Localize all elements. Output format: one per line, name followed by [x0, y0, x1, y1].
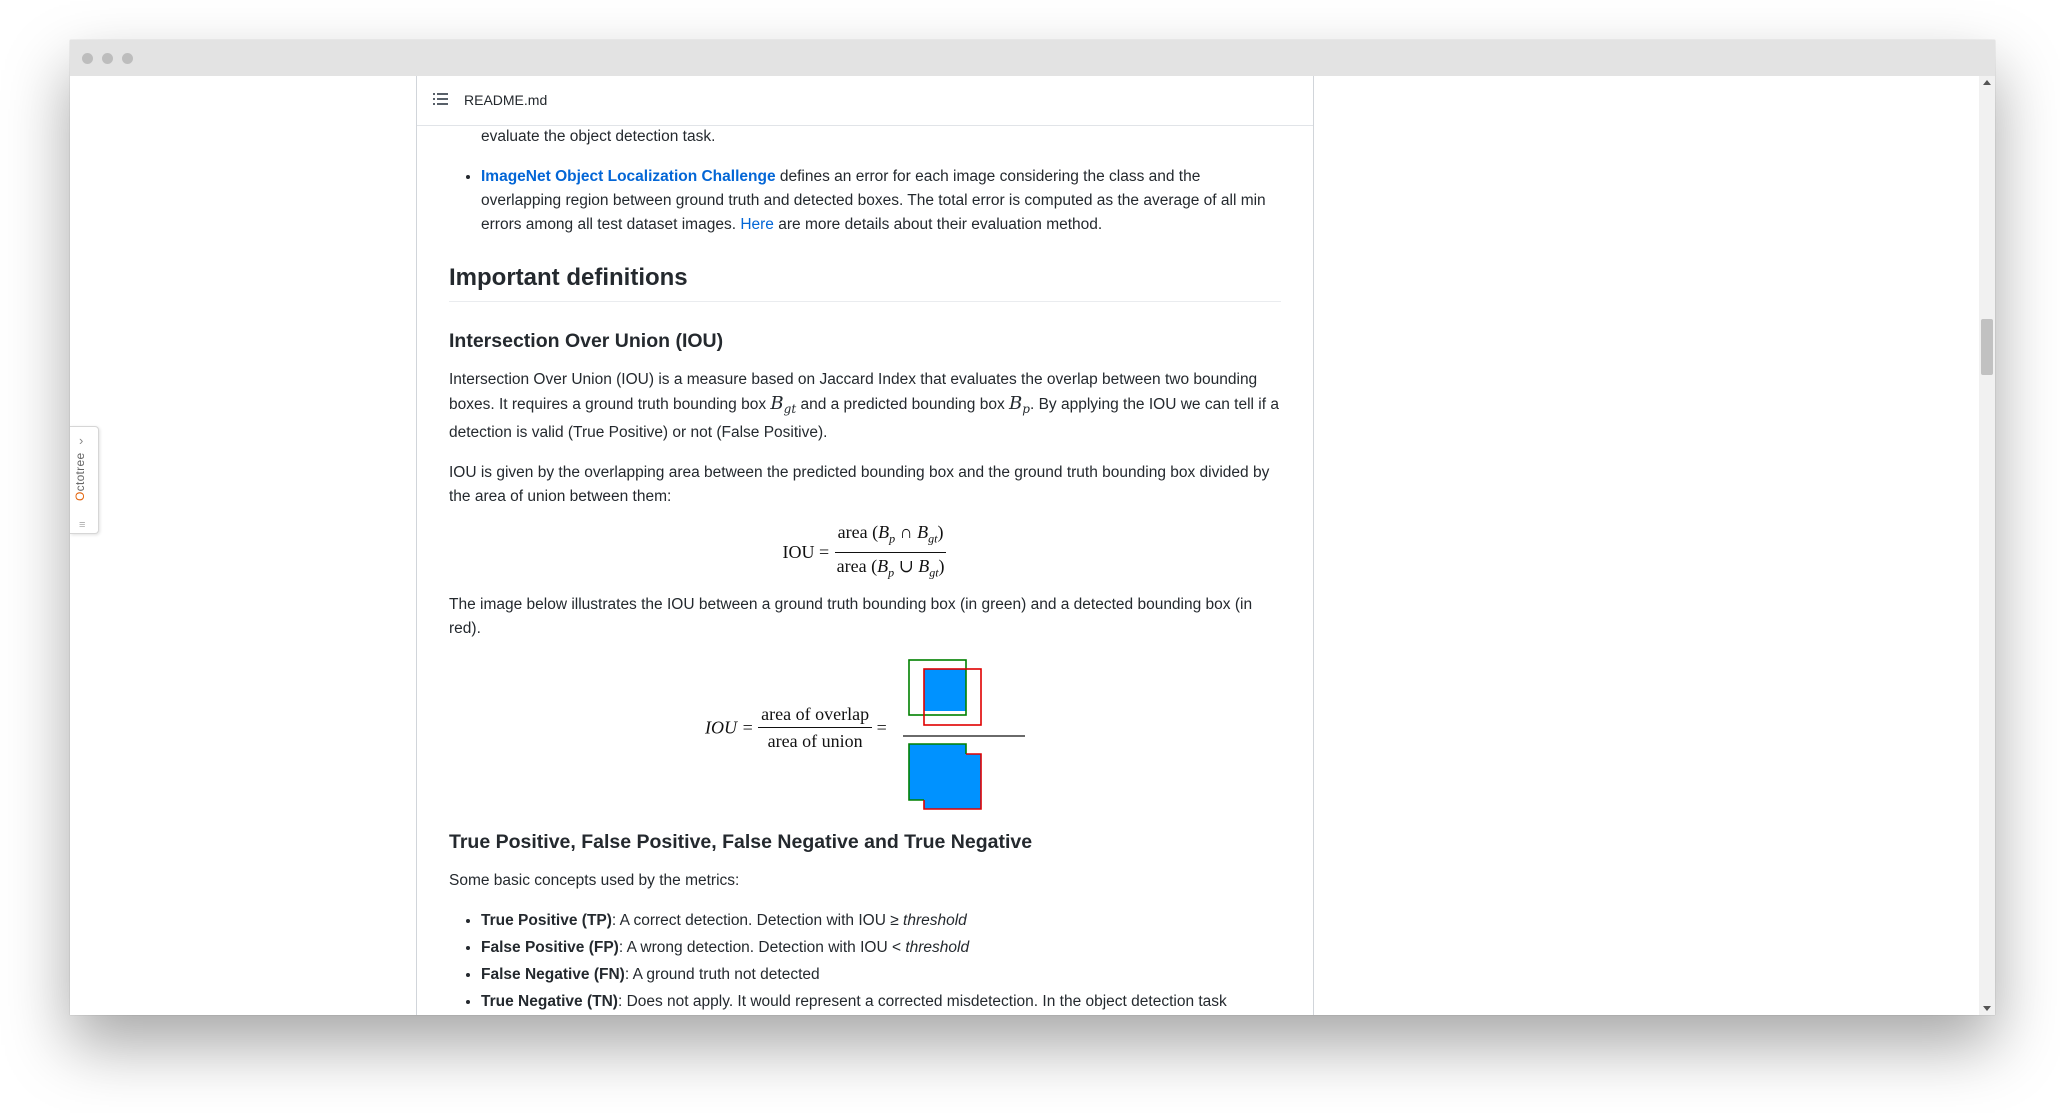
scrollbar[interactable] — [1979, 76, 1995, 1015]
window-dot[interactable] — [122, 53, 133, 64]
list-item: • True Positive (TP): A correct detection. Detection with IOU ≥ threshold — [481, 907, 1281, 934]
grip-icon: ≡ — [79, 519, 86, 531]
list-item: evaluate the object detection task. — [481, 128, 716, 145]
list-icon[interactable] — [433, 92, 449, 106]
imagenet-link[interactable]: ImageNet Object Localization Challenge — [481, 168, 776, 185]
subsection-heading-iou: Intersection Over Union (IOU) — [449, 330, 724, 352]
iou-paragraph-1: Intersection Over Union (IOU) is a measure based on Jaccard Index that evaluates the overlap between two bounding boxes. It requires a ground truth bounding box $B_{gt}$ and a predicted bounding box $B_p$. By applying the IOU we can tell if a detection is valid (True Positive) or not (False Positive). — [449, 371, 1279, 442]
readme-filename: README.md — [464, 92, 548, 108]
window-dot[interactable] — [82, 53, 93, 64]
browser-window — [70, 40, 1995, 1015]
chevron-right-icon: › — [79, 433, 84, 448]
octotree-label: Octotree — [73, 452, 87, 501]
octotree-label-rest: ctotree — [73, 452, 87, 492]
iou-formula: IOU = $\frac{area (B_p \cap B_{gt})}{area (B_p \cup B_{gt})}$ — [782, 522, 945, 580]
page-viewport — [70, 76, 1995, 1015]
overlap-area — [924, 669, 966, 711]
list-item: • False Positive (FP): A wrong detection. Detection with IOU < threshold — [481, 934, 1281, 961]
iou-boxes-figure — [903, 659, 1025, 813]
list-item: • False Negative (FN): A ground truth not detected — [481, 961, 1281, 988]
tp-intro: Some basic concepts used by the metrics: — [449, 872, 740, 890]
list-item: • ImageNet Object Localization Challenge defines an error for each image considering the class and the overlapping region between ground truth and detected boxes. The total error is computed as the average of all min errors among all test dataset images. Here are more details about their evaluation method. — [481, 165, 1281, 237]
scroll-up-icon[interactable] — [1983, 80, 1991, 85]
subsection-heading-tp: True Positive, False Positive, False Negative and True Negative — [449, 831, 1033, 854]
readme-header — [417, 76, 1313, 126]
scrollbar-thumb[interactable] — [1981, 319, 1993, 375]
iou-illustration: IOU = $\frac{\text{area of overlap}}{\text{area of union}}$ = — [449, 659, 1281, 799]
markdown-body — [449, 126, 1281, 1015]
section-heading: Important definitions — [449, 263, 1281, 302]
scroll-down-icon[interactable] — [1983, 1006, 1991, 1011]
window-dot[interactable] — [102, 53, 113, 64]
here-link[interactable]: Here — [740, 216, 774, 233]
list-item: • True Negative (TN): Does not apply. It would represent a corrected misdetection. In the object detection task — [481, 988, 1281, 1015]
iou-paragraph-2: IOU is given by the overlapping area between the predicted bounding box and the ground truth bounding box divided by the area of union between them: — [449, 464, 1270, 506]
title-bar — [70, 40, 1995, 76]
readme-container — [416, 76, 1314, 1015]
metrics-list — [449, 907, 1281, 1015]
octotree-toggle[interactable] — [70, 426, 99, 534]
iou-paragraph-3: The image below illustrates the IOU between a ground truth bounding box (in green) and a detected bounding box (in red). — [449, 596, 1253, 638]
